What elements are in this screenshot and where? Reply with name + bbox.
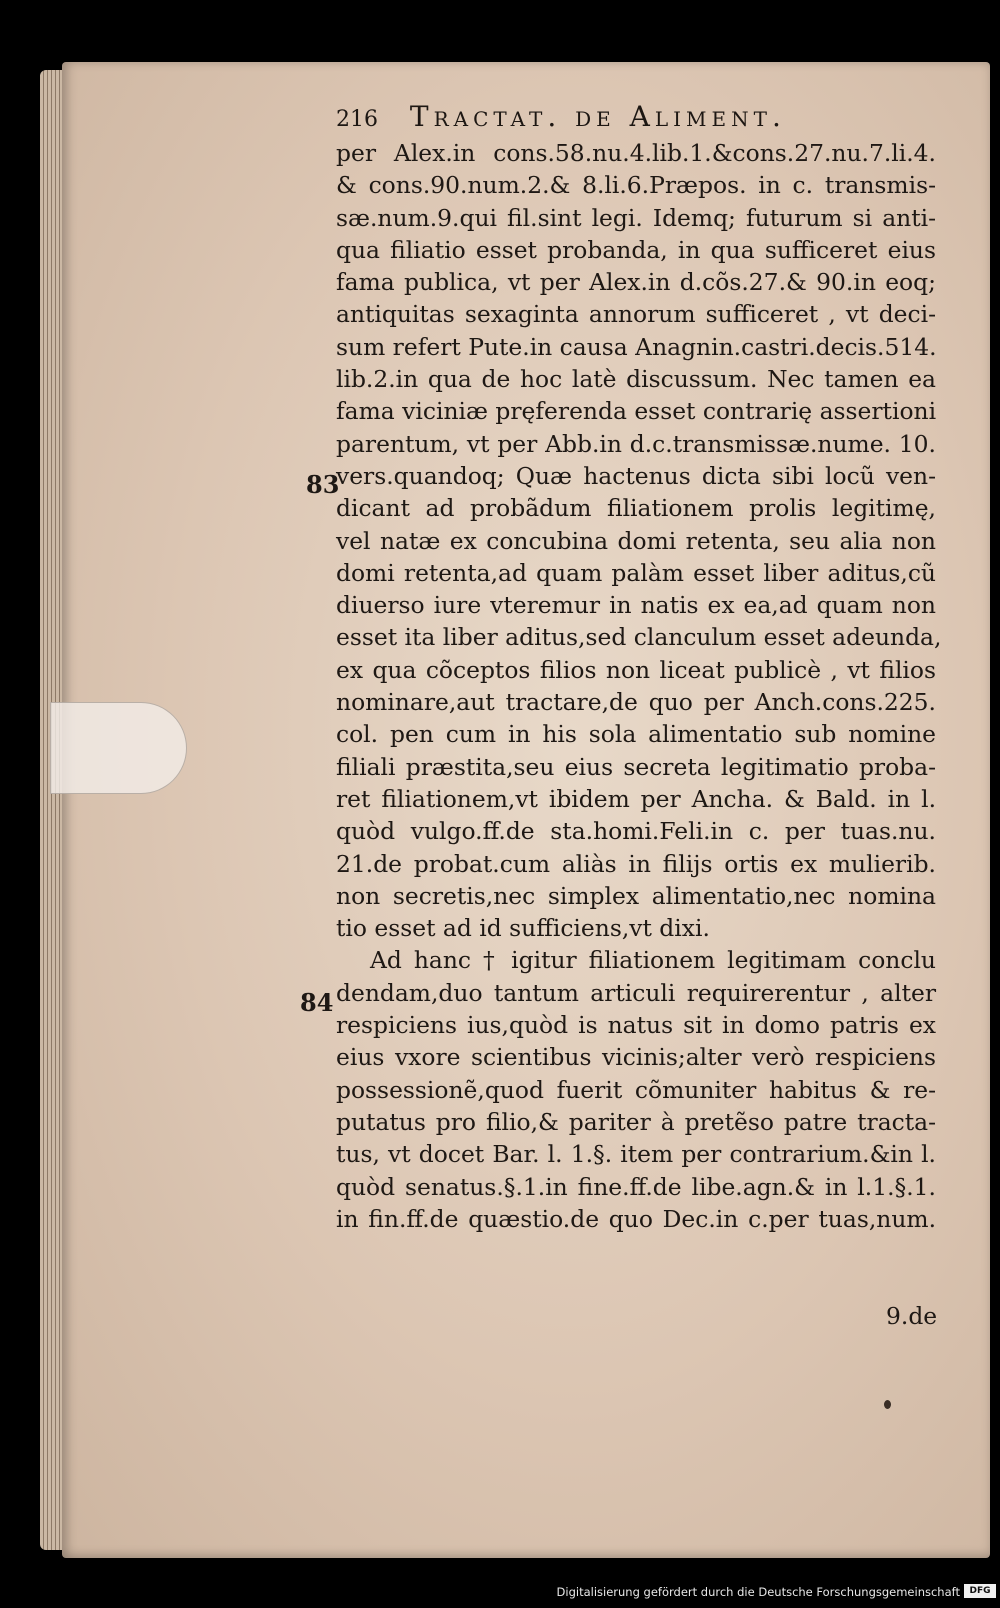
text-line: vel natæ ex concubina domi retenta, seu alia non: [336, 526, 936, 555]
page-header: [336, 100, 856, 140]
footer-credit: Digitalisierung gefördert durch die Deutsche Forschungsgemeinschaft: [556, 1585, 960, 1599]
text-line: ret filiationem,vt ibidem per Ancha. & Bald. in l.: [336, 784, 936, 813]
text-line: domi retenta,ad quam palàm esset liber aditus,cũ: [336, 558, 936, 587]
margin-number-84: 84: [300, 988, 334, 1017]
text-line: esset ita liber aditus,sed clanculum esset adeunda,: [336, 623, 942, 652]
text-line: 21.de probat.cum aliàs in filijs ortis ex mulierib.: [336, 849, 936, 878]
text-line: vers.quandoq; Quæ hactenus dicta sibi locũ ven-: [336, 461, 936, 490]
text-line: sum refert Pute.in causa Anagnin.castri.decis.514.: [336, 332, 937, 361]
text-line: quòd vulgo.ff.de sta.homi.Feli.in c. per tuas.nu.: [336, 817, 936, 846]
text-line: possessionẽ,quod fuerit cõmuniter habitus & re-: [336, 1075, 936, 1104]
text-line: nominare,aut tractare,de quo per Anch.cons.225.: [336, 688, 936, 717]
text-line: sæ.num.9.qui fil.sint legi. Idemq; futurum si anti-: [336, 203, 936, 232]
text-line: tio esset ad id sufficiens,vt dixi.: [336, 914, 710, 943]
text-line: ex qua cõceptos filios non liceat publicè , vt filios: [336, 655, 936, 684]
dfg-logo-icon: DFG: [964, 1584, 996, 1598]
margin-number-83: 83: [306, 470, 340, 499]
text-line: quòd senatus.§.1.in fine.ff.de libe.agn.& in l.1.§.1.: [336, 1172, 936, 1201]
text-line: dendam,duo tantum articuli requirerentur , alter: [336, 978, 936, 1007]
text-line: qua filiatio esset probanda, in qua sufficeret eius: [336, 235, 936, 264]
body-text: [336, 137, 942, 1235]
text-line: per Alex.in cons.58.nu.4.lib.1.&cons.27.nu.7.li.4.: [336, 139, 936, 167]
text-line: fama publica, vt per Alex.in d.cõs.27.& 90.in eoq;: [336, 268, 936, 297]
text-line: tus, vt docet Bar. l. 1.§. item per contrarium.&in l.: [336, 1140, 936, 1169]
bookmark-clip: [50, 702, 187, 794]
text-line: dicant ad probãdum filiationem prolis legitimę,: [336, 494, 936, 523]
text-line: col. pen cum in his sola alimentatio sub nomine: [336, 720, 936, 749]
text-line: diuerso iure vteremur in natis ex ea,ad quam non: [336, 591, 936, 620]
text-line: respiciens ius,quòd is natus sit in domo patris ex: [336, 1011, 936, 1040]
text-line: non secretis,nec simplex alimentatio,nec nomina: [336, 881, 936, 910]
text-line: in fin.ff.de quæstio.de quo Dec.in c.per tuas,num.: [336, 1204, 936, 1233]
ink-speck: [884, 1400, 891, 1409]
text-line: antiquitas sexaginta annorum sufficeret , vt deci-: [336, 300, 936, 329]
text-line: eius vxore scientibus vicinis;alter verò respiciens: [336, 1043, 936, 1072]
page-number: 216: [336, 107, 378, 132]
text-line: filiali præstita,seu eius secreta legitimatio proba-: [336, 752, 936, 781]
text-line: putatus pro filio,& pariter à pretẽso patre tracta-: [336, 1107, 936, 1136]
footer-bar: [0, 1582, 1000, 1602]
catchword: 9.de: [886, 1302, 938, 1330]
text-line: parentum, vt per Abb.in d.c.transmissæ.nume. 10.: [336, 429, 936, 458]
running-title: Tractat. de Aliment.: [409, 100, 786, 133]
text-line: & cons.90.num.2.& 8.li.6.Præpos. in c. transmis-: [336, 171, 936, 200]
text-line: Ad hanc † igitur filiationem legitimam conclu: [370, 946, 936, 975]
text-line: lib.2.in qua de hoc latè discussum. Nec tamen ea: [336, 365, 936, 394]
text-line: fama viciniæ pręferenda esset contrarię assertioni: [336, 397, 937, 426]
